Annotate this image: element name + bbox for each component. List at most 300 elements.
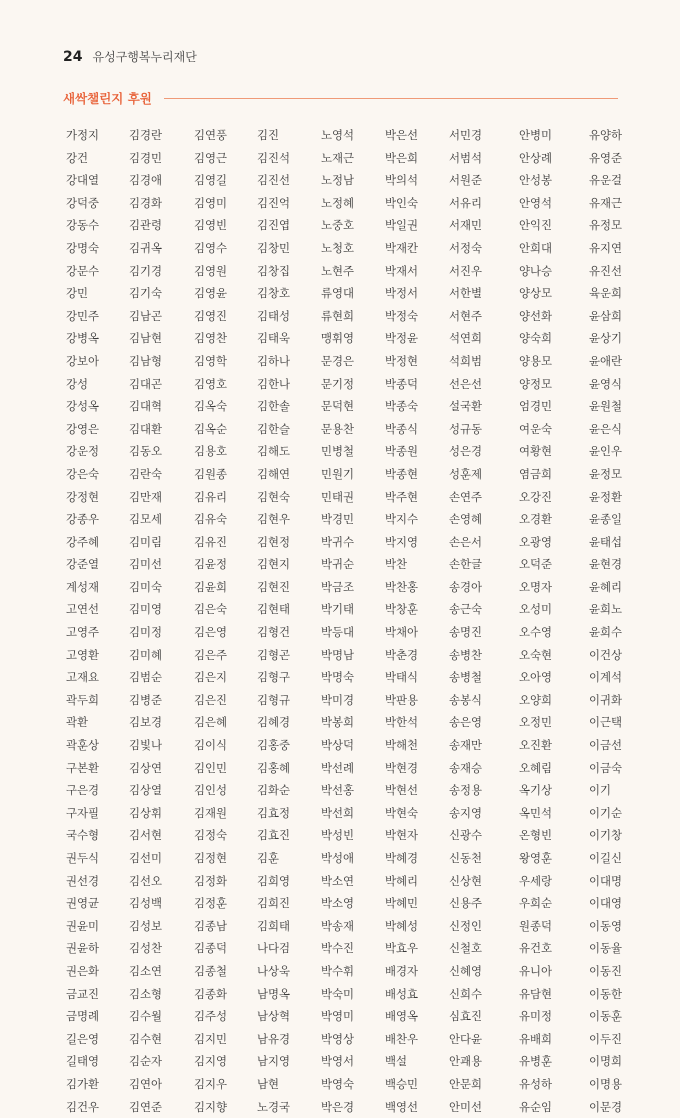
- donor-name: 김지향: [194, 1099, 228, 1114]
- donor-name: 김경민: [129, 150, 163, 165]
- donor-name: 윤현경: [589, 557, 623, 572]
- donor-name: 송봉식: [449, 692, 483, 707]
- donor-name: 양나승: [519, 263, 553, 278]
- donor-name: 이명희: [589, 1054, 623, 1069]
- donor-name: 배찬우: [385, 1031, 419, 1046]
- donor-name: 송재만: [449, 738, 483, 753]
- donor-name: 박상덕: [321, 738, 355, 753]
- donor-name: 김희진: [257, 896, 291, 911]
- donor-name: 이동율: [589, 941, 623, 956]
- donor-name: 문용찬: [321, 421, 355, 436]
- donor-name: 김은지: [194, 670, 228, 685]
- donor-name: 송경아: [449, 579, 483, 594]
- donor-name: 박종숙: [385, 399, 419, 414]
- donor-name: 강덕중: [66, 195, 100, 210]
- donor-name: 옥민석: [519, 805, 553, 820]
- donor-name: 김상열: [129, 783, 163, 798]
- donor-name: 류현희: [321, 308, 355, 323]
- donor-name: 왕영훈: [519, 851, 553, 865]
- donor-name: 박종원: [385, 444, 419, 459]
- donor-name: 안다윤: [449, 1031, 483, 1046]
- donor-name: 김이식: [194, 738, 228, 753]
- donor-name: 박경민: [321, 512, 355, 527]
- donor-name: 유정모: [589, 218, 623, 233]
- donor-name: 김훈: [257, 851, 280, 865]
- donor-name: 심효진: [449, 1009, 483, 1024]
- donor-name: 석희범: [449, 353, 483, 368]
- donor-name: 이금선: [589, 738, 623, 753]
- donor-name: 이동훈: [589, 1009, 623, 1024]
- donor-name: 안영석: [519, 195, 553, 210]
- donor-name: 신정인: [449, 918, 483, 933]
- donor-name: 김형규: [257, 692, 291, 707]
- donor-name: 김귀옥: [129, 240, 163, 255]
- donor-name: 박창훈: [385, 602, 419, 617]
- donor-name: 박정숙: [385, 308, 419, 323]
- donor-name: 노청호: [321, 240, 355, 255]
- donor-name: 구자필: [66, 805, 100, 820]
- donor-name: 노영석: [321, 128, 355, 142]
- donor-name: 길은영: [66, 1031, 100, 1046]
- donor-name: 김영학: [194, 353, 228, 368]
- donor-name: 박재칸: [385, 240, 419, 255]
- donor-name: 이기순: [589, 805, 623, 820]
- donor-name: 김옥숙: [194, 399, 228, 414]
- donor-name: 김한슬: [257, 421, 291, 436]
- donor-name: 김종화: [194, 986, 228, 1001]
- donor-name: 신용주: [449, 896, 483, 911]
- donor-name: 김진선: [257, 173, 291, 188]
- donor-name: 김주성: [194, 1009, 228, 1024]
- donor-name: 강성: [66, 376, 89, 391]
- donor-name: 곽환: [66, 715, 89, 730]
- donor-name: 김정숙: [194, 828, 228, 843]
- donor-name: 배경자: [385, 963, 419, 978]
- donor-name: 박종현: [385, 466, 419, 481]
- donor-name: 김은영: [194, 625, 228, 640]
- donor-name: 김소형: [129, 986, 163, 1001]
- donor-name: 박찬홍: [385, 579, 419, 594]
- donor-name: 양정모: [519, 376, 553, 391]
- donor-name: 김지우: [194, 1076, 228, 1091]
- donor-name: 김선미: [129, 851, 163, 865]
- donor-name: 박혜경: [385, 851, 419, 865]
- donor-name: 강정현: [66, 489, 100, 504]
- donor-name: 김영호: [194, 376, 228, 391]
- donor-name: 김보경: [129, 715, 163, 730]
- donor-name: 윤애란: [589, 353, 623, 368]
- donor-name: 김진석: [257, 150, 291, 165]
- donor-name: 안익진: [519, 218, 553, 233]
- donor-name: 박일권: [385, 218, 419, 233]
- donor-name: 송명진: [449, 625, 483, 640]
- donor-name: 국수형: [66, 828, 100, 843]
- donor-name: 고영환: [66, 647, 100, 662]
- donor-name: 온형빈: [519, 828, 553, 843]
- donor-name: 민병철: [321, 444, 355, 459]
- donor-name: 구본환: [66, 760, 100, 775]
- donor-name: 백설: [385, 1054, 408, 1069]
- donor-name: 김한나: [257, 376, 291, 391]
- donor-name: 고재요: [66, 670, 100, 685]
- donor-name: 박귀수: [321, 534, 355, 549]
- donor-name: 박선홍: [321, 783, 355, 798]
- donor-name: 신혜영: [449, 963, 483, 978]
- page-header: [63, 48, 197, 65]
- donor-name: 박영서: [321, 1054, 355, 1069]
- donor-name: 김대혁: [129, 399, 163, 414]
- donor-name: 김서현: [129, 828, 163, 843]
- donor-name: 강동수: [66, 218, 100, 233]
- donor-name: 문덕현: [321, 399, 355, 414]
- donor-name: 박지영: [385, 534, 419, 549]
- donor-name: 김현숙: [257, 489, 291, 504]
- donor-name: 이두진: [589, 1031, 623, 1046]
- donor-name: 남상혁: [257, 1009, 291, 1024]
- donor-name: 오숙현: [519, 647, 553, 662]
- donor-name: 박춘경: [385, 647, 419, 662]
- donor-name: 송병찬: [449, 647, 483, 662]
- donor-name: 이근택: [589, 715, 623, 730]
- donor-name: 권윤하: [66, 941, 100, 956]
- donor-name: 윤태섭: [589, 534, 623, 549]
- donor-name: 강명숙: [66, 240, 100, 255]
- donor-name: 이동영: [589, 918, 623, 933]
- donor-name: 윤정환: [589, 489, 623, 504]
- donor-name: 김영빈: [194, 218, 228, 233]
- donor-name: 이계석: [589, 670, 623, 685]
- donor-name: 신상현: [449, 873, 483, 888]
- donor-name: 원종덕: [519, 918, 553, 933]
- donor-name: 송병철: [449, 670, 483, 685]
- donor-name: 서원준: [449, 173, 483, 188]
- donor-name: 박정윤: [385, 331, 419, 346]
- donor-name: 안희대: [519, 240, 553, 255]
- donor-name: 김현우: [257, 512, 291, 527]
- donor-name: 김혜경: [257, 715, 291, 730]
- donor-name: 박성빈: [321, 828, 355, 843]
- donor-name: 윤희수: [589, 625, 623, 640]
- donor-name: 강종우: [66, 512, 100, 527]
- donor-name: 김은숙: [194, 602, 228, 617]
- donor-name: 송근숙: [449, 602, 483, 617]
- donor-name: 박소영: [321, 896, 355, 911]
- donor-name: 김현태: [257, 602, 291, 617]
- donor-name: 김모세: [129, 512, 163, 527]
- donor-name: 강성옥: [66, 399, 100, 414]
- donor-name: 김경애: [129, 173, 163, 188]
- donor-name: 이금숙: [589, 760, 623, 775]
- donor-name: 안미선: [449, 1099, 483, 1114]
- donor-name: 김가환: [66, 1076, 100, 1091]
- donor-name: 유영준: [589, 150, 623, 165]
- donor-name: 박기태: [321, 602, 355, 617]
- donor-name: 박혜성: [385, 918, 419, 933]
- donor-name: 송재승: [449, 760, 483, 775]
- donor-name: 박해천: [385, 738, 419, 753]
- donor-name: 박봉희: [321, 715, 355, 730]
- donor-name: 김연준: [129, 1099, 163, 1114]
- donor-name: 이문경: [589, 1099, 623, 1114]
- donor-name: 양숙희: [519, 331, 553, 346]
- donor-name: 박지수: [385, 512, 419, 527]
- donor-name: 박영숙: [321, 1076, 355, 1091]
- donor-name: 유건호: [519, 941, 553, 956]
- donor-name: 강준열: [66, 557, 100, 572]
- donor-name: 윤상기: [589, 331, 623, 346]
- donor-name: 선은선: [449, 376, 483, 391]
- donor-name: 유니아: [519, 963, 553, 978]
- donor-name: 박은선: [385, 128, 419, 142]
- donor-name: 윤삼희: [589, 308, 623, 323]
- donor-name: 백영선: [385, 1099, 419, 1114]
- donor-name: 박수진: [321, 941, 355, 956]
- donor-name: 박귀순: [321, 557, 355, 572]
- donor-name: 박종식: [385, 421, 419, 436]
- donor-name: 권선경: [66, 873, 100, 888]
- donor-name: 박명숙: [321, 670, 355, 685]
- donor-name: 윤희노: [589, 602, 623, 617]
- donor-name: 김형곤: [257, 647, 291, 662]
- donor-name: 김창호: [257, 286, 291, 301]
- donor-name: 박혜민: [385, 896, 419, 911]
- donor-name: 박현선: [385, 783, 419, 798]
- donor-name: 류영대: [321, 286, 355, 301]
- donor-name: 김상연: [129, 760, 163, 775]
- donor-name: 김남현: [129, 331, 163, 346]
- donor-name: 안병미: [519, 128, 553, 142]
- donor-name: 안상례: [519, 150, 553, 165]
- donor-name: 김윤정: [194, 557, 228, 572]
- donor-name: 김영길: [194, 173, 228, 188]
- donor-name: 이동한: [589, 986, 623, 1001]
- donor-name: 성훈제: [449, 466, 483, 481]
- donor-name: 노정혜: [321, 195, 355, 210]
- donor-name: 김영윤: [194, 286, 228, 301]
- donor-name: 여운숙: [519, 421, 553, 436]
- donor-name: 남유경: [257, 1031, 291, 1046]
- donor-name: 박현숙: [385, 805, 419, 820]
- donor-name: 김영원: [194, 263, 228, 278]
- donor-name: 박찬: [385, 557, 408, 572]
- donor-name: 이귀화: [589, 692, 623, 707]
- donor-name: 김정현: [194, 851, 228, 865]
- donor-name: 박미경: [321, 692, 355, 707]
- donor-name: 김창민: [257, 240, 291, 255]
- donor-name: 윤정모: [589, 466, 623, 481]
- donor-name: 강민: [66, 286, 89, 301]
- donor-name: 서민경: [449, 128, 483, 142]
- donor-name: 오혜림: [519, 760, 553, 775]
- donor-name: 서현주: [449, 308, 483, 323]
- donor-name: 계성재: [66, 579, 100, 594]
- donor-name: 유병훈: [519, 1054, 553, 1069]
- donor-name: 김기경: [129, 263, 163, 278]
- donor-name: 신철호: [449, 941, 483, 956]
- donor-name: 강영은: [66, 421, 100, 436]
- donor-name: 서정숙: [449, 240, 483, 255]
- donor-name: 곽두희: [66, 692, 100, 707]
- donor-name: 양선화: [519, 308, 553, 323]
- donor-name: 노경국: [257, 1099, 291, 1114]
- donor-name: 김원종: [194, 466, 228, 481]
- donor-name: 오진환: [519, 738, 553, 753]
- donor-name: 김미숙: [129, 579, 163, 594]
- section-title: 새싹챌린지 후원: [63, 91, 152, 106]
- donor-name: 박수휘: [321, 963, 355, 978]
- donor-name: 강보아: [66, 353, 100, 368]
- donor-name: 유진선: [589, 263, 623, 278]
- donor-name: 남현: [257, 1076, 280, 1091]
- donor-name: 오아영: [519, 670, 553, 685]
- donor-name: 염금희: [519, 466, 553, 481]
- donor-name: 김범순: [129, 670, 163, 685]
- donor-name: 금명례: [66, 1009, 100, 1024]
- donor-name: 서범석: [449, 150, 483, 165]
- donor-name: 구은경: [66, 783, 100, 798]
- donor-name: 육운희: [589, 286, 623, 301]
- donor-name: 김은혜: [194, 715, 228, 730]
- donor-name: 김해도: [257, 444, 291, 459]
- donor-name: 김유리: [194, 489, 228, 504]
- donor-name: 김남곤: [129, 308, 163, 323]
- donor-name: 김윤희: [194, 579, 228, 594]
- donor-name: 이대명: [589, 873, 623, 888]
- donor-name: 박은경: [321, 1099, 355, 1114]
- donor-name: 석연희: [449, 331, 483, 346]
- donor-name: 김희태: [257, 918, 291, 933]
- donor-name: 김홍혜: [257, 760, 291, 775]
- donor-name: 김대환: [129, 421, 163, 436]
- donor-name: 손은서: [449, 534, 483, 549]
- donor-name: 김유숙: [194, 512, 228, 527]
- donor-name: 유배희: [519, 1031, 553, 1046]
- donor-name: 서한별: [449, 286, 483, 301]
- donor-name: 김종철: [194, 963, 228, 978]
- donor-name: 김유진: [194, 534, 228, 549]
- donor-name: 김란숙: [129, 466, 163, 481]
- donor-name: 윤인우: [589, 444, 623, 459]
- donor-name: 이길신: [589, 851, 623, 865]
- donor-name: 김효정: [257, 805, 291, 820]
- donor-name: 오강진: [519, 489, 553, 504]
- donor-name: 권은화: [66, 963, 100, 978]
- donor-name: 김관령: [129, 218, 163, 233]
- donor-name: 박현경: [385, 760, 419, 775]
- donor-name: 김순자: [129, 1054, 163, 1069]
- donor-name: 김진엽: [257, 218, 291, 233]
- donor-name: 오광영: [519, 534, 553, 549]
- donor-name: 나상욱: [257, 963, 291, 978]
- donor-name: 박채아: [385, 625, 419, 640]
- donor-name: 김종남: [194, 918, 228, 933]
- donor-name: 신희수: [449, 986, 483, 1001]
- donor-name: 김건우: [66, 1099, 100, 1114]
- donor-name: 김연풍: [194, 128, 228, 142]
- donor-name: 박현자: [385, 828, 419, 843]
- donor-name: 김영찬: [194, 331, 228, 346]
- donor-name: 성은경: [449, 444, 483, 459]
- donor-name: 유지연: [589, 240, 623, 255]
- donor-name: 손연주: [449, 489, 483, 504]
- donor-name: 유양하: [589, 128, 623, 142]
- donor-name: 박선희: [321, 805, 355, 820]
- donor-name: 오정민: [519, 715, 553, 730]
- donor-name: 우희순: [519, 896, 553, 911]
- donor-name: 윤혜리: [589, 579, 623, 594]
- donor-name: 박효우: [385, 941, 419, 956]
- donor-name: 박종덕: [385, 376, 419, 391]
- donor-name: 가정지: [66, 128, 100, 142]
- donor-name: 박영상: [321, 1031, 355, 1046]
- donor-name: 김지영: [194, 1054, 228, 1069]
- donor-name: 유담현: [519, 986, 553, 1001]
- donor-name: 강건: [66, 150, 89, 165]
- donor-name: 김은진: [194, 692, 228, 707]
- donor-name: 서재민: [449, 218, 483, 233]
- donor-name: 맹휘영: [321, 331, 355, 346]
- donor-name: 박금조: [321, 579, 355, 594]
- donor-name: 이대영: [589, 896, 623, 911]
- donor-name: 엄경민: [519, 399, 553, 414]
- donor-name: 김현정: [257, 534, 291, 549]
- donor-name: 김영근: [194, 150, 228, 165]
- donor-name: 오성미: [519, 602, 553, 617]
- donor-name: 김경란: [129, 128, 163, 142]
- donor-name: 김미영: [129, 602, 163, 617]
- donor-name: 김종덕: [194, 941, 228, 956]
- donor-name: 강주혜: [66, 534, 100, 549]
- donor-name: 서진우: [449, 263, 483, 278]
- donor-name: 윤영식: [589, 376, 623, 391]
- donor-name: 노정남: [321, 173, 355, 188]
- donor-name: 송정용: [449, 783, 483, 798]
- donor-name: 강문수: [66, 263, 100, 278]
- donor-name: 손한글: [449, 557, 483, 572]
- donor-name: 박재서: [385, 263, 419, 278]
- donor-name: 김수현: [129, 1031, 163, 1046]
- donor-name: 문경은: [321, 353, 355, 368]
- donor-name-grid: [66, 124, 629, 1118]
- donor-name: 김성찬: [129, 941, 163, 956]
- donor-name: 김성보: [129, 918, 163, 933]
- donor-name: 오양희: [519, 692, 553, 707]
- donor-name: 민태권: [321, 489, 355, 504]
- donor-name: 신광수: [449, 828, 483, 843]
- donor-name: 안성봉: [519, 173, 553, 188]
- donor-name: 노재근: [321, 150, 355, 165]
- donor-name: 박성애: [321, 851, 355, 865]
- donor-name: 김한솔: [257, 399, 291, 414]
- donor-name: 박인숙: [385, 195, 419, 210]
- donor-name: 김빛나: [129, 738, 163, 753]
- donor-name: 길태영: [66, 1054, 100, 1069]
- donor-name: 박명남: [321, 647, 355, 662]
- donor-name: 김미혜: [129, 647, 163, 662]
- donor-name: 권윤미: [66, 918, 100, 933]
- donor-name: 설국환: [449, 399, 483, 414]
- donor-name: 김인민: [194, 760, 228, 775]
- donor-name: 유미정: [519, 1009, 553, 1024]
- donor-name: 김경화: [129, 195, 163, 210]
- section-header: [63, 89, 618, 107]
- donor-name: 김영진: [194, 308, 228, 323]
- donor-name: 김소연: [129, 963, 163, 978]
- donor-name: 윤원철: [589, 399, 623, 414]
- donor-name: 박등대: [321, 625, 355, 640]
- donor-name: 오명자: [519, 579, 553, 594]
- donor-name: 김재원: [194, 805, 228, 820]
